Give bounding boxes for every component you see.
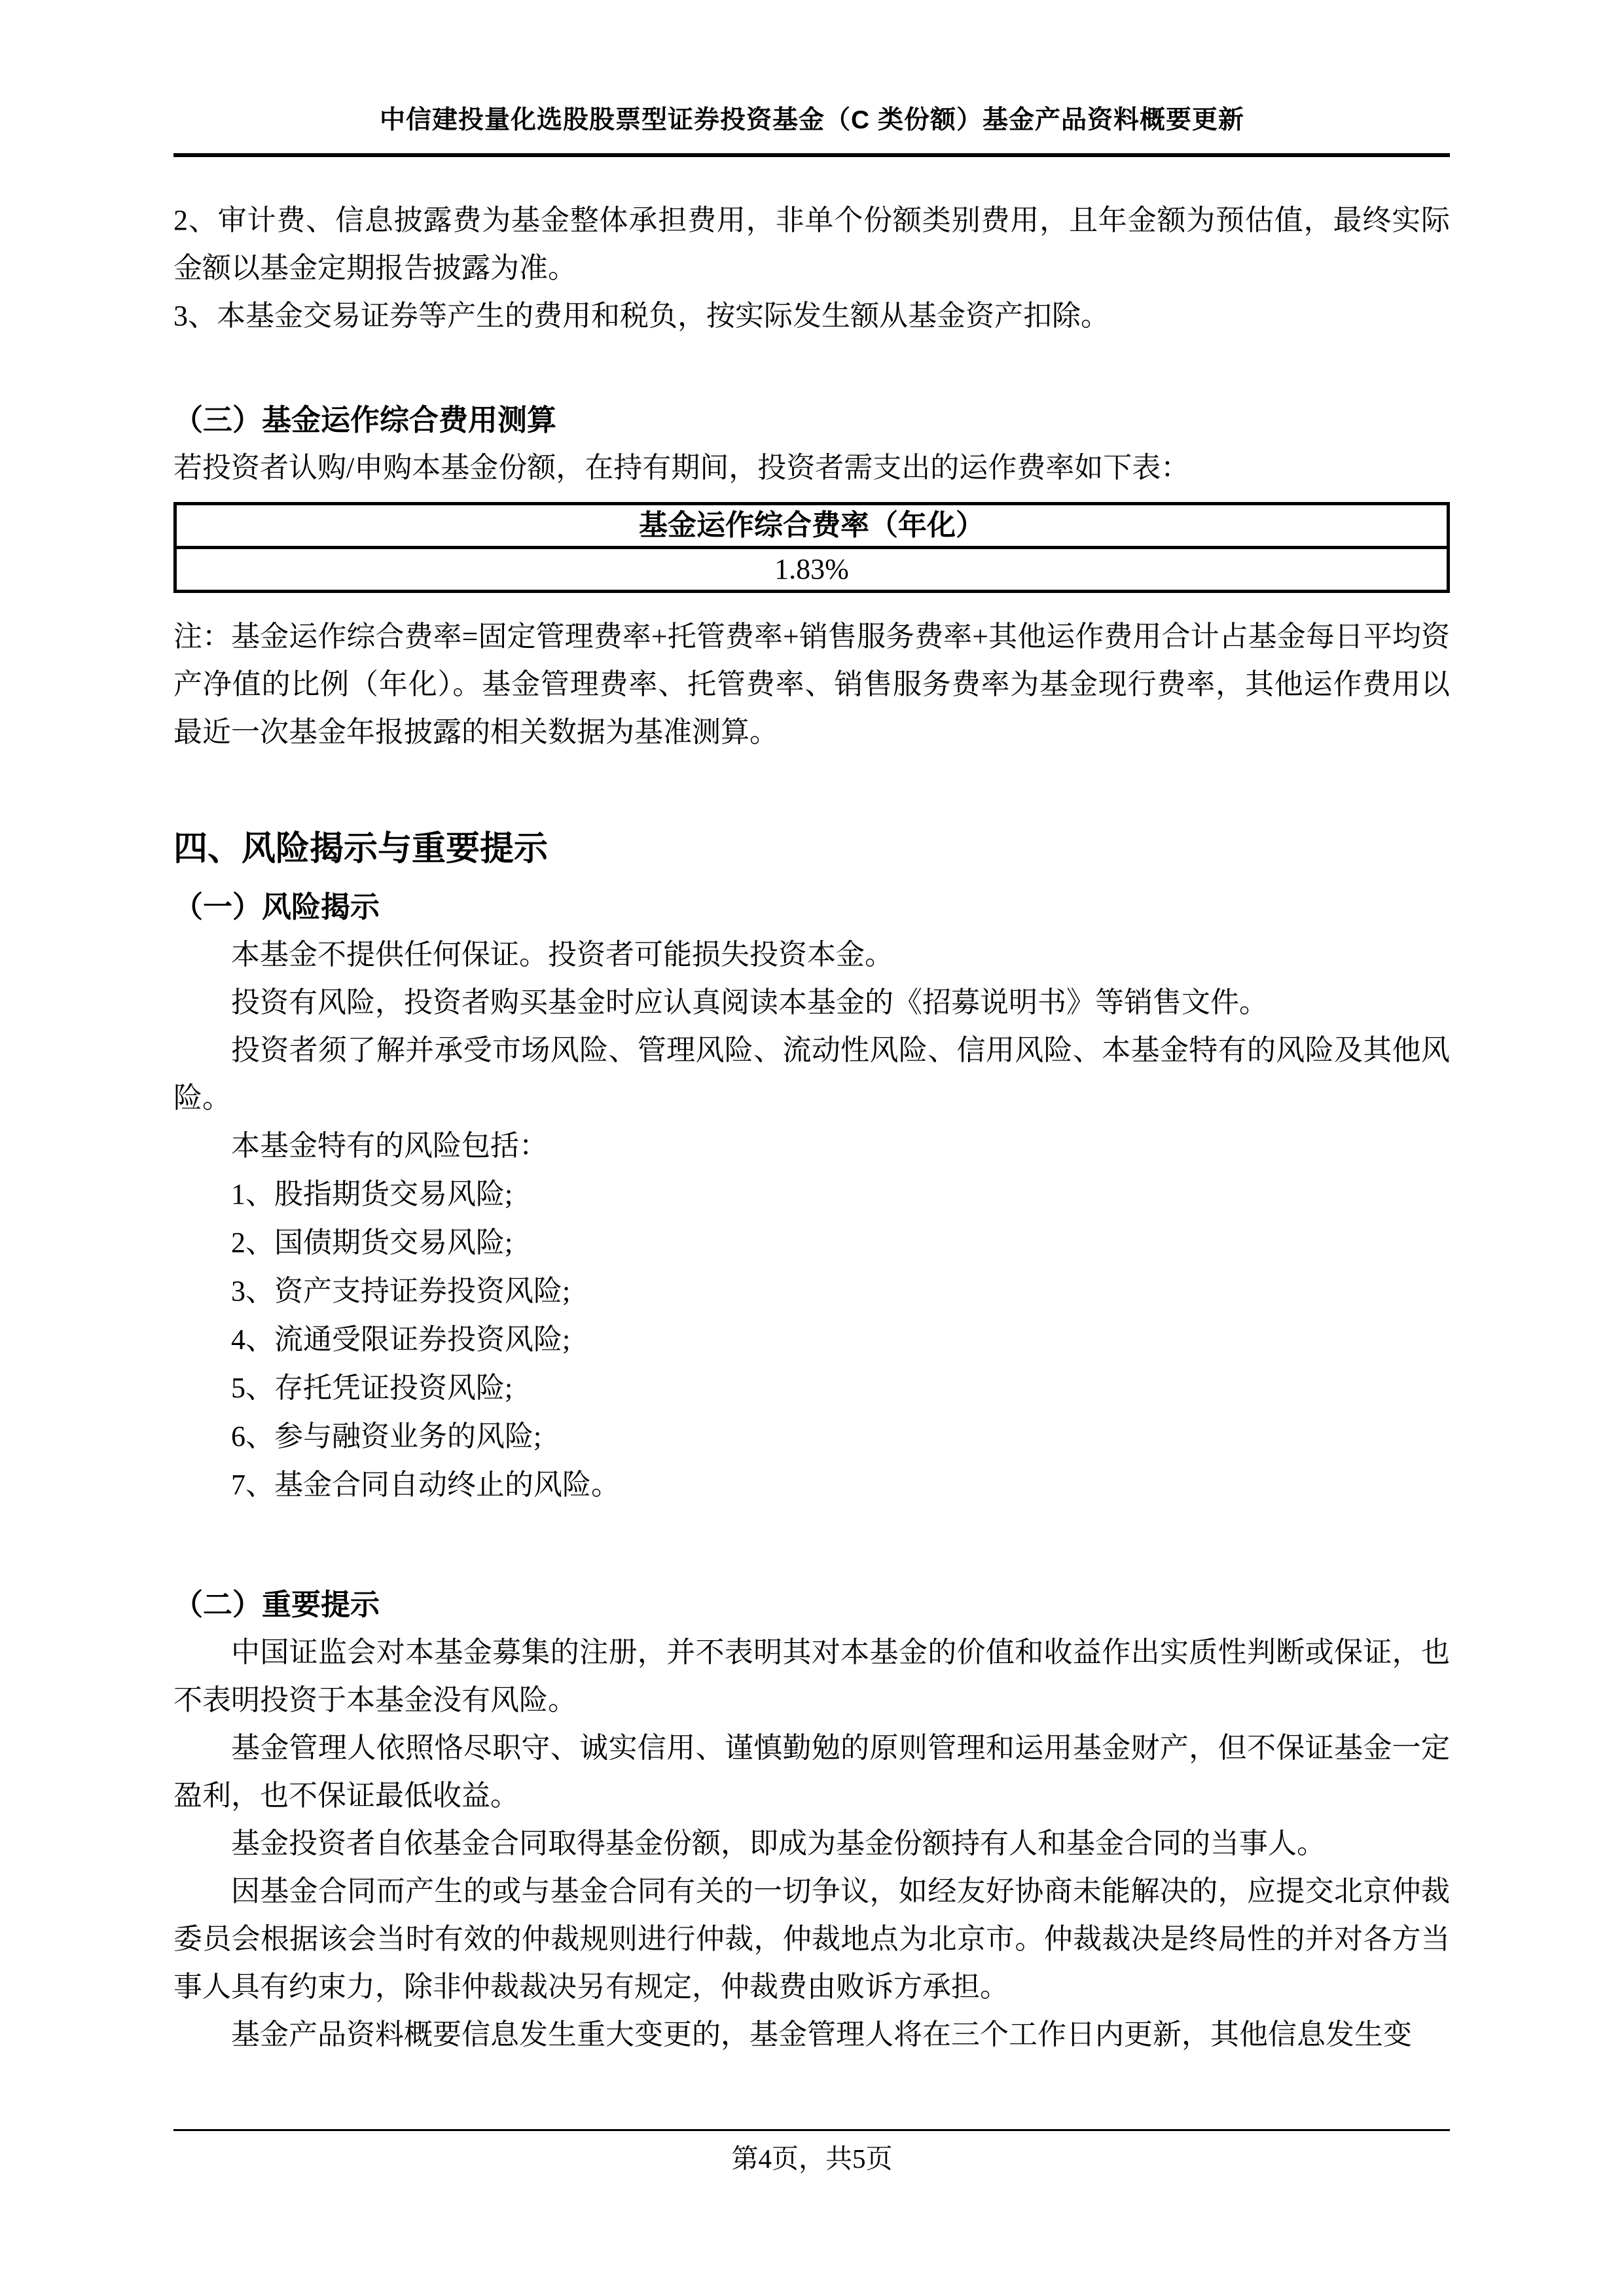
risk-paragraph: 本基金不提供任何保证。投资者可能损失投资本金。 — [231, 939, 893, 971]
subsection-heading-risk-disclosure: （一）风险揭示 — [173, 890, 380, 924]
section-heading-fee-calculation: （三）基金运作综合费用测算 — [173, 403, 557, 437]
risk-list-item: 1、股指期货交易风险; — [231, 1178, 513, 1210]
notice-paragraph: 基金管理人依照恪尽职守、诚实信用、谨慎勤勉的原则管理和运用基金财产，但不保证基金一定盈利，也不保证最低收益。 — [173, 1732, 1450, 1812]
document-header — [0, 0, 1624, 157]
table-row — [175, 548, 1449, 592]
footer-divider — [173, 2129, 1450, 2131]
notice-paragraph: 基金产品资料概要信息发生重大变更的，基金管理人将在三个工作日内更新，其他信息发生变 — [231, 2018, 1412, 2051]
risk-list-item: 3、资产支持证券投资风险; — [231, 1275, 571, 1307]
fee-calc-intro: 若投资者认购/申购本基金份额，在持有期间，投资者需支出的运作费率如下表： — [173, 452, 1190, 484]
risk-list-item: 4、流通受限证券投资风险; — [231, 1323, 571, 1355]
page-title: 中信建投量化选股股票型证券投资基金（C 类份额）基金产品资料概要更新 — [379, 106, 1244, 134]
risk-paragraph: 投资有风险，投资者购买基金时应认真阅读本基金的《招募说明书》等销售文件。 — [231, 986, 1268, 1018]
document-body — [0, 157, 1624, 2058]
fee-note-trading: 3、本基金交易证券等产生的费用和税负，按实际发生额从基金资产扣除。 — [173, 300, 1110, 332]
risk-list-item: 6、参与融资业务的风险; — [231, 1420, 542, 1452]
risk-list-item: 2、国债期货交易风险; — [231, 1227, 513, 1259]
page-number: 第4页，共5页 — [731, 2144, 893, 2174]
fee-calc-note: 注：基金运作综合费率=固定管理费率+托管费率+销售服务费率+其他运作费用合计占基金每日平均资产净值的比例（年化）。基金管理费率、托管费率、销售服务费率为基金现行费率，其他运作费用以最近一次基金年报披露的相关数据为基准测算。 — [173, 620, 1450, 748]
risk-list-item: 7、基金合同自动终止的风险。 — [231, 1469, 620, 1501]
notice-paragraph: 基金投资者自依基金合同取得基金份额，即成为基金份额持有人和基金合同的当事人。 — [231, 1827, 1326, 1859]
risk-paragraph: 本基金特有的风险包括： — [231, 1130, 548, 1162]
risk-list-item: 5、存托凭证投资风险; — [231, 1372, 513, 1404]
fee-rate-table — [173, 502, 1450, 593]
notice-paragraph: 中国证监会对本基金募集的注册，并不表明其对本基金的价值和收益作出实质性判断或保证，也不表明投资于本基金没有风险。 — [173, 1636, 1450, 1716]
section-heading-risk-and-notice: 四、风险揭示与重要提示 — [173, 830, 549, 868]
table-row — [175, 504, 1449, 548]
fee-rate-table-header: 基金运作综合费率（年化） — [175, 504, 1449, 548]
fee-rate-table-value: 1.83% — [175, 548, 1449, 592]
risk-paragraph: 投资者须了解并承受市场风险、管理风险、流动性风险、信用风险、本基金特有的风险及其他风险。 — [173, 1034, 1450, 1114]
subsection-heading-important-notice: （二）重要提示 — [173, 1588, 380, 1621]
fee-note-audit: 2、审计费、信息披露费为基金整体承担费用，非单个份额类别费用，且年金额为预估值，最终实际金额以基金定期报告披露为准。 — [173, 204, 1450, 284]
notice-paragraph: 因基金合同而产生的或与基金合同有关的一切争议，如经友好协商未能解决的，应提交北京仲裁委员会根据该会当时有效的仲裁规则进行仲裁，仲裁地点为北京市。仲裁裁决是终局性的并对各方当事人具有约束力，除非仲裁裁决另有规定，仲裁费由败诉方承担。 — [173, 1875, 1450, 2003]
